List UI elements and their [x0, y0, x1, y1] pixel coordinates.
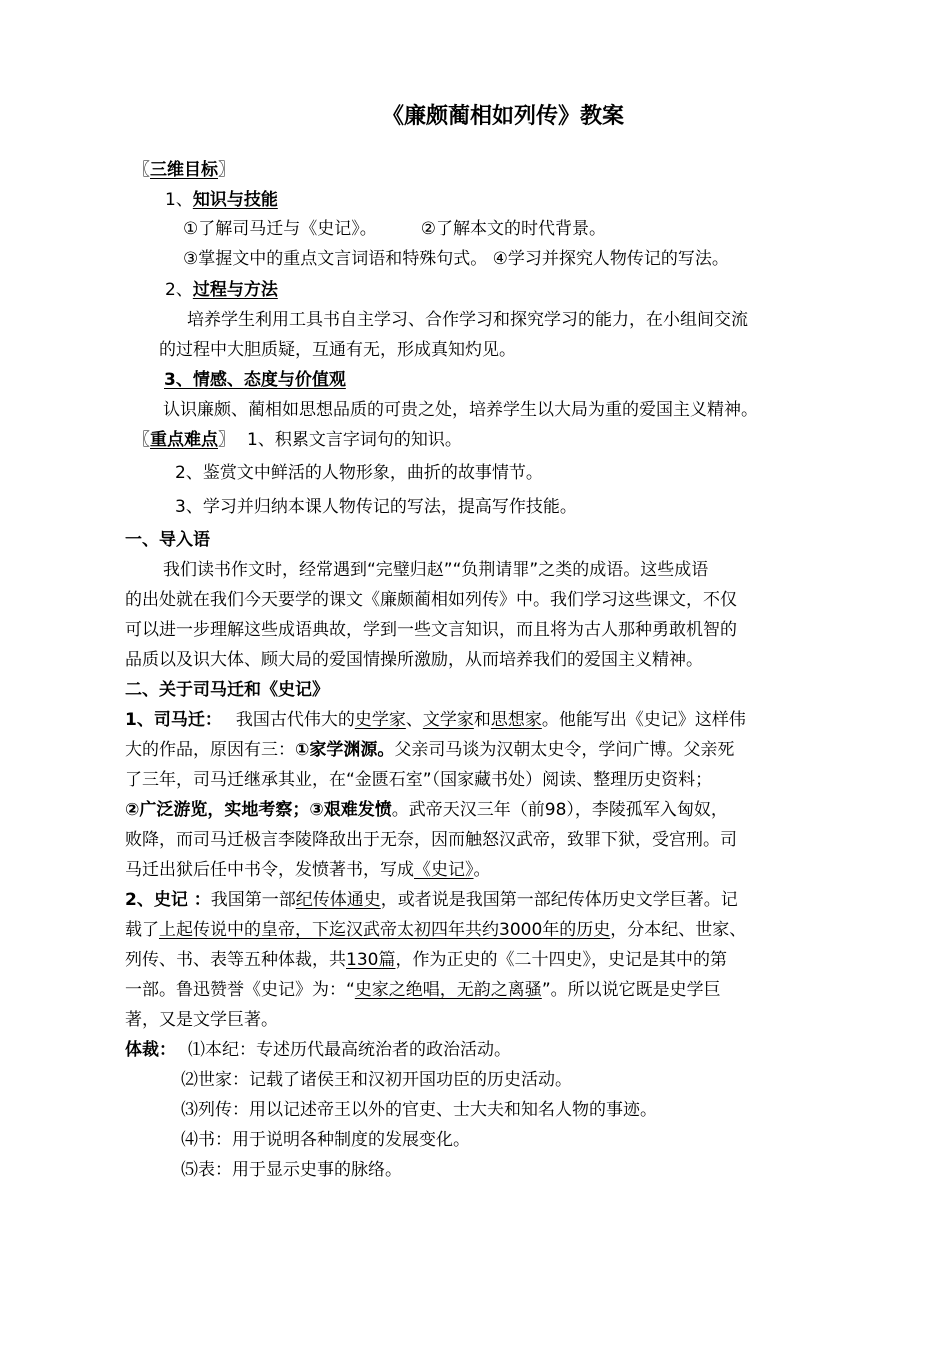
bracket-close: 〗	[218, 430, 235, 450]
emotion-line-1: 认识廉颇、蔺相如思想品质的可贵之处，培养学生以大局为重的爱国主义精神。	[163, 400, 758, 420]
genre-item-2: ⑵世家：记载了诸侯王和汉初开国功臣的历史活动。	[181, 1070, 572, 1090]
sima-line-6	[125, 859, 491, 881]
genre-item-1: ⑴本纪：专述历代最高统治者的政治活动。	[188, 1040, 511, 1060]
bracket-close: 〗	[218, 160, 235, 180]
shiji-line-1	[125, 889, 738, 911]
genre-line-1	[125, 1039, 511, 1061]
sima-line-2	[125, 739, 734, 761]
process-line-2: 的过程中大胆质疑，互通有无，形成真知灼见。	[159, 340, 516, 360]
text-run: 。武帝天汉三年（前98），李陵孤军入匈奴，	[391, 800, 728, 820]
text-run: ，作为正史的《二十四史》，史记是其中的第	[395, 950, 727, 970]
text-run: 一部。鲁迅赞誉《史记》为：“	[125, 980, 355, 1000]
goals-heading: 三维目标	[150, 160, 218, 180]
genre-item-3: ⑶列传：用以记述帝王以外的官吏、士大夫和知名人物的事迹。	[181, 1100, 657, 1120]
underlined-term: 史家之绝唱，无韵之离骚	[354, 980, 542, 1000]
text-run: 马迁出狱后任中书令，发愤著书，写成	[125, 860, 414, 880]
text-run: 和	[473, 710, 491, 730]
intro-line-3: 可以进一步理解这些成语典故，学到一些文言知识，而且将为古人那种勇敢机智的	[125, 620, 737, 640]
intro-heading: 一、导入语	[125, 530, 210, 550]
underlined-term: 思想家	[490, 710, 542, 730]
bracket-open: 〖	[133, 430, 150, 450]
process-line-1: 培养学生利用工具书自主学习、合作学习和探究学习的能力，在小组间交流	[187, 310, 748, 330]
text-run: 列传、书、表等五种体裁，共	[125, 950, 346, 970]
sima-line-1	[125, 709, 746, 731]
underlined-term: 纪传体通史	[295, 890, 381, 910]
text-run: 我国古代伟大的	[235, 710, 355, 730]
knowledge-line-1	[183, 218, 606, 240]
sima-line-3: 了三年，司马迁继承其业，在“金匮石室”（国家藏书处）阅读、整理历史资料；	[125, 770, 713, 790]
section-title: 知识与技能	[192, 190, 278, 210]
key-points-line-1	[133, 429, 462, 451]
intro-line-4: 品质以及识大体、顾大局的爱国情操所激励，从而培养我们的爱国主义精神。	[125, 650, 703, 670]
bracket-open: 〖	[133, 160, 150, 180]
knowledge-line-2: ③掌握文中的重点文言词语和特殊句式。 ④学习并探究人物传记的写法。	[183, 249, 729, 269]
section-emotion-heading: 3、情感、态度与价值观	[164, 370, 346, 390]
genre-label: 体裁：	[125, 1040, 176, 1060]
key-point-2: 2、鉴赏文中鲜活的人物形象，曲折的故事情节。	[175, 463, 543, 483]
knowledge-item-2: ②了解本文的时代背景。	[420, 219, 606, 239]
about-heading: 二、关于司马迁和《史记》	[125, 680, 329, 700]
intro-line-1: 我们读书作文时，经常遇到“完璧归赵”“负荆请罪”之类的成语。这些成语	[163, 560, 709, 580]
key-points-heading: 重点难点	[150, 430, 218, 450]
shiji-label: 2、史记 ：	[125, 890, 211, 910]
shiji-line-5: 著，又是文学巨著。	[125, 1010, 278, 1030]
underlined-term: 上起传说中的皇帝，下迄汉武帝太初四年共约3000年的历史	[159, 920, 611, 940]
text-run: 父亲司马谈为汉朝太史令，学问广博。父亲死	[394, 740, 735, 760]
section-title: 过程与方法	[192, 280, 278, 300]
key-point-1: 1、积累文言字词句的知识。	[247, 430, 462, 450]
text-run: 。他能写出《史记》这样伟	[541, 710, 746, 730]
section-knowledge-heading	[165, 189, 278, 211]
knowledge-item-1: ①了解司马迁与《史记》。	[183, 219, 377, 239]
text-run: 大的作品，原因有三：	[125, 740, 295, 760]
sima-line-5: 败降，而司马迁极言李陵降敌出于无奈，因而触怒汉武帝，致罪下狱，受宫刑。司	[125, 830, 737, 850]
text-run: 、	[405, 710, 423, 730]
text-run: ，分本纪、世家、	[610, 920, 747, 940]
sima-line-4	[125, 799, 728, 821]
underlined-term: 130篇	[346, 950, 396, 970]
shiji-line-2	[125, 919, 746, 941]
section-process-heading	[165, 279, 278, 301]
intro-line-2: 的出处就在我们今天要学的课文《廉颇蔺相如列传》中。我们学习这些课文，不仅	[125, 590, 737, 610]
genre-item-5: ⑸表：用于显示史事的脉络。	[181, 1160, 402, 1180]
text-run: 我国第一部	[210, 890, 296, 910]
sima-label: 1、司马迁：	[125, 710, 222, 730]
text-run: 载了	[125, 920, 159, 940]
goals-heading-line	[133, 159, 235, 181]
page-title: 《廉颇蔺相如列传》教案	[382, 104, 625, 129]
shiji-line-4	[125, 979, 721, 1001]
shiji-line-3	[125, 949, 727, 971]
underlined-term: 《史记》	[414, 860, 474, 880]
text-run: ，或者说是我国第一部纪传体历史文学巨著。记	[380, 890, 738, 910]
text-run: ”。所以说它既是史学巨	[541, 980, 721, 1000]
underlined-term: 史学家	[354, 710, 406, 730]
key-point-3: 3、学习并归纳本课人物传记的写法，提高写作技能。	[175, 497, 577, 517]
underlined-term: 文学家	[422, 710, 474, 730]
section-number: 1、	[165, 190, 193, 210]
bold-reason: ②广泛游览，实地考察；③艰难发愤	[125, 800, 392, 820]
text-run: 。	[473, 860, 491, 880]
section-number: 2、	[165, 280, 193, 300]
genre-item-4: ⑷书：用于说明各种制度的发展变化。	[181, 1130, 470, 1150]
bold-reason: ①家学渊源。	[295, 740, 395, 760]
